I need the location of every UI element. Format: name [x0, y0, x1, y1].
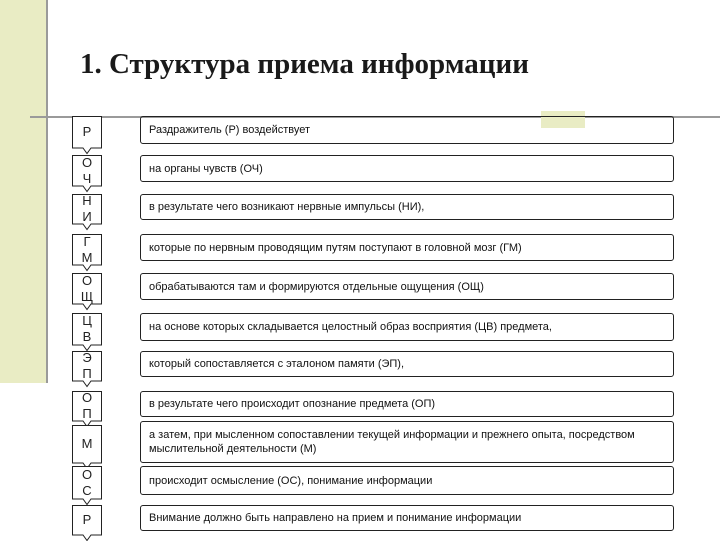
flow-row: [72, 350, 674, 381]
abbreviation-arrow: [72, 155, 102, 192]
step-text-box: происходит осмысление (ОС), понимание информации: [140, 466, 674, 495]
flow-row: [72, 154, 674, 186]
flow-row: [72, 193, 674, 224]
abbreviation-letter: С: [82, 482, 92, 498]
flow-row: [72, 421, 674, 463]
abbreviation-letter: Ц: [82, 313, 92, 328]
step-text-box: Внимание должно быть направлено на прием и понимание информации: [140, 505, 674, 531]
abbreviation-arrow: [72, 194, 102, 230]
step-text-box: Раздражитель (Р) воздействует: [140, 116, 674, 144]
abbreviation-letter: О: [81, 466, 93, 482]
abbreviation-letter: М: [81, 249, 93, 265]
flow-row: [72, 313, 674, 344]
abbreviation-arrow: [72, 351, 102, 387]
abbreviation-letter: Р: [82, 512, 92, 527]
abbreviation-letter: Щ: [80, 288, 94, 304]
abbreviation-letter: Р: [82, 124, 92, 139]
flow-row: [72, 233, 674, 265]
flow-row: [72, 466, 674, 498]
step-text-box: обрабатываются там и формируются отдельные ощущения (ОЩ): [140, 273, 674, 300]
abbreviation-letter: Г: [83, 233, 91, 249]
abbreviation-arrow: [72, 466, 102, 505]
flow-row: [72, 505, 674, 531]
abbreviation-arrow: [72, 313, 102, 351]
flow-row: [72, 116, 674, 144]
abbreviation-letter: И: [82, 209, 92, 224]
abbreviation-arrow: [72, 273, 102, 310]
abbreviation-letter: В: [82, 329, 92, 344]
abbreviation-arrow: [72, 116, 102, 154]
abbreviation-arrow: [72, 234, 102, 271]
abbreviation-letter: М: [81, 436, 93, 451]
step-text-box: а затем, при мысленном сопоставлении текущей информации и прежнего опыта, посредством мыслительной деятельности (М): [140, 421, 674, 463]
flow-row: [72, 272, 674, 304]
abbreviation-letter: О: [81, 390, 93, 405]
abbreviation-letter: П: [82, 406, 92, 421]
step-text-box: который сопоставляется с эталоном памяти (ЭП),: [140, 351, 674, 377]
abbreviation-letter: Ч: [82, 170, 92, 186]
step-text-box: которые по нервным проводящим путям поступают в головной мозг (ГМ): [140, 234, 674, 261]
page-title: 1. Структура приема информации: [80, 48, 529, 80]
step-text-box: в результате чего возникают нервные импульсы (НИ),: [140, 194, 674, 220]
abbreviation-letter: О: [81, 272, 93, 288]
abbreviation-arrow: [72, 425, 102, 469]
step-text-box: в результате чего происходит опознание предмета (ОП): [140, 391, 674, 417]
abbreviation-arrow: [72, 505, 102, 541]
abbreviation-letter: Э: [82, 350, 92, 365]
step-text-box: на органы чувств (ОЧ): [140, 155, 674, 182]
abbreviation-letter: П: [82, 366, 92, 381]
flow-row: [72, 390, 674, 421]
step-text-box: на основе которых складывается целостный образ восприятия (ЦВ) предмета,: [140, 313, 674, 341]
abbreviation-letter: О: [81, 154, 93, 170]
abbreviation-letter: Н: [82, 193, 92, 208]
